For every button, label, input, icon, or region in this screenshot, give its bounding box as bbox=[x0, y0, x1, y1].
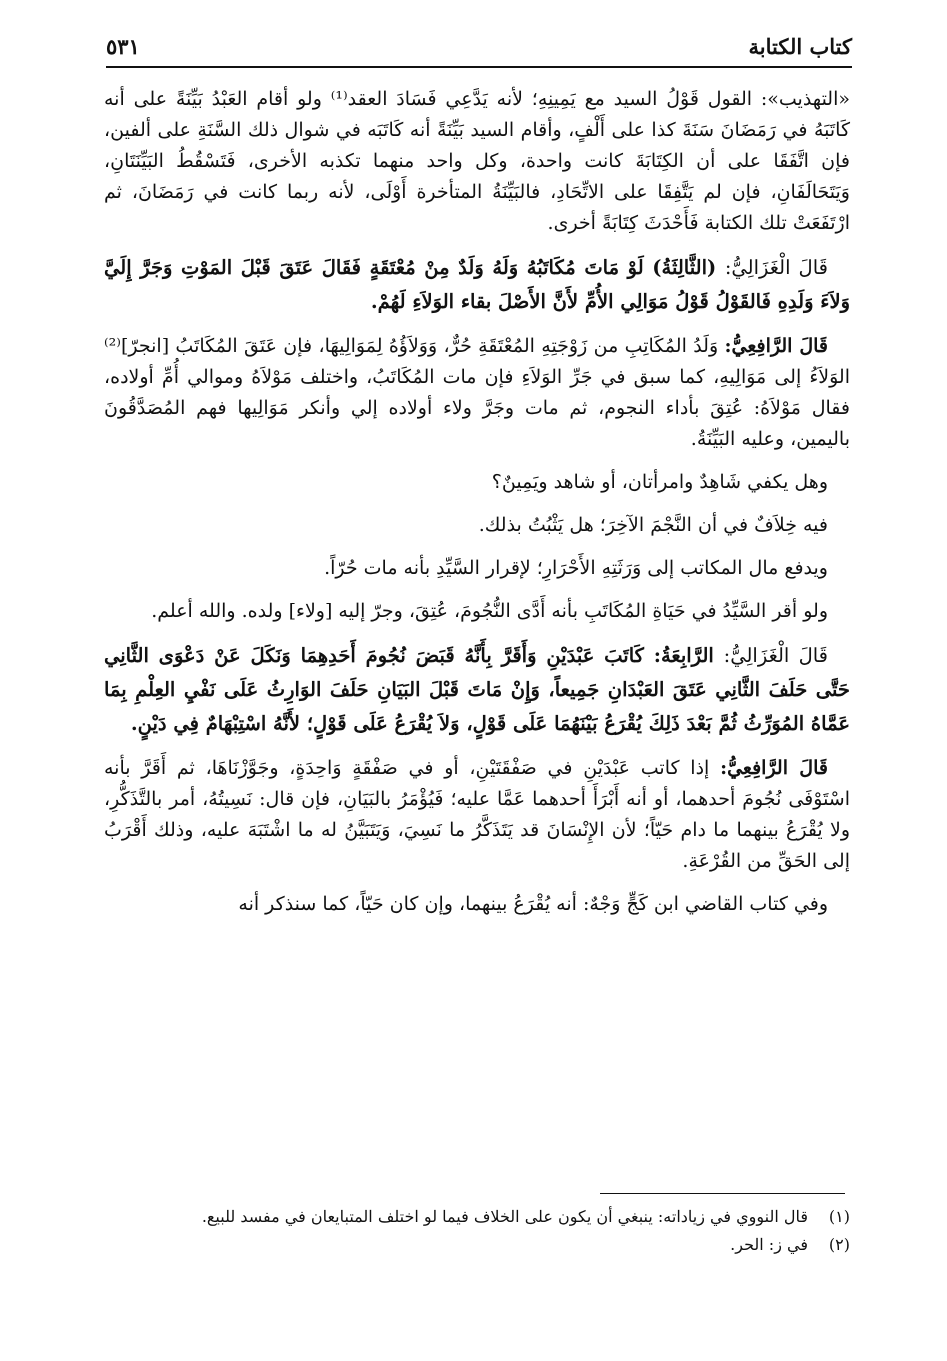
ghazali-paragraph-third bbox=[104, 251, 850, 319]
speaker-label: قَالَ الرَّافِعِيُّ: bbox=[724, 335, 828, 357]
footnote-number: (١) bbox=[828, 1207, 850, 1226]
paragraph-inheritance bbox=[104, 553, 850, 584]
page-number: ٥٣١ bbox=[106, 34, 140, 59]
rafii-paragraph-fourth bbox=[104, 753, 850, 877]
paragraph-tahdhib bbox=[104, 84, 850, 239]
rafii-paragraph-third bbox=[104, 331, 850, 455]
main-text bbox=[104, 84, 850, 932]
paragraph-text: وَلَدُ المُكَاتِبِ من زَوْجَتِهِ المُعْتَقَةِ حُرٌّ، وَوَلاَؤُهُ لِمَوَالِيهَا، فإن عَتَقَ المُكَاتَبُ [انجرّ]⁽²⁾ الوَلاَءُ إلى مَوَالِيهِ، كما سبق في جَرِّ الوَلاَءِ فإن مات المُكَاتَبُ، واختلف مَوْلاَهُ وموالي أُمِّ أولاده، فقال مَوْلاَهُ: عُتِقَ بأداء النجوم، ثم مات وجَرَّ ولاء أولاده إلي وأنكر مَوَالِيها فهم المُصَدَّقُونَ باليمين، وعليه البَيِّنَةُ. bbox=[104, 335, 850, 450]
footnote-2 bbox=[104, 1231, 850, 1259]
footnote-text: في ز: الحر. bbox=[730, 1235, 808, 1254]
footnote-number: (٢) bbox=[828, 1235, 850, 1254]
paragraph-acknowledgement bbox=[104, 596, 850, 627]
paragraph-text: إذا كاتب عَبْدَيْنِ في صَفْقَتَيْنِ، أو في صَفْقَةٍ وَاحِدَةٍ، وجَوَّزْنَاهَا، ثم أَقَرَّ بأنه اسْتَوْفَى نُجُومَ أحدهما، أو أنه أَبْرَأَ أحدهما عَمَّا عليه؛ فَيُؤْمَرُ بالبَيَانِ، فإن قال: نَسِيتُهُ، أمر بالتَّذَكُّرِ، ولا يُقْرَعُ بينهما ما دام حَيّاً؛ لأن الإِنْسَانَ قد يَتَذَكَّرُ ما نَسِيَ، وَيَتَبَيَّنُ له ما اشْتَبَهَ عليه، وذلك أَقْرَبُ إلى الحَقِّ من القُرْعَةِ. bbox=[104, 757, 850, 872]
paragraph-text: «التهذيب»: القول قَوْلُ السيد مع يَمِينِهِ؛ لأنه يَدَّعِي فَسَادَ العقد⁽¹⁾ ولو أقام العَبْدُ بَيِّنَةً على أنه كَاتَبَهُ في رَمَضَانَ سَنَةَ كذا على أَلْفٍ، وأقام السيد بَيِّنَةً أنه كَاتَبَه في شوال ذلك السَّنَةِ على ألفين، فإن اتَّفَقَا على أن الكِتَابَةَ كانت واحدة، وكل واحد منهما تكذبه الأخرى، فَتَسْقُطُ البَيِّنَتَانِ، وَيَتَحَالَفَانِ، فإن لم يَتَّفِقَا على الاتِّحَادِ، فالبَيِّنَةُ المتأخرة أَوْلَى، لأنه ربما كانت في رَمَضَانَ، ثم ارْتَفَعَتْ تلك الكتابة فَأَحْدَثَ كِتَابَةً أخرى. bbox=[104, 88, 851, 234]
speaker-label: قَالَ الْغَزَالِيُّ: bbox=[724, 256, 828, 279]
speaker-label: قَالَ الرَّافِعِيُّ: bbox=[720, 757, 828, 779]
paragraph-text: وفي كتاب القاضي ابن كَجٍّ وَجْهٌ: أنه يُقْرَعُ بينهما، وإن كان حَيّاً، كما سنذكر أنه bbox=[238, 893, 828, 915]
paragraph-ibn-kajj bbox=[104, 889, 850, 920]
paragraph-text: ويدفع مال المكاتب إلى وَرَثَتِهِ الأَحْرَارِ؛ لإقرار السَّيِّدِ بأنه مات حُرّاً. bbox=[324, 557, 828, 579]
footnote-divider bbox=[600, 1193, 845, 1194]
paragraph-text: وهل يكفي شَاهِدٌ وامرأتان، أو شاهد ويَمِينٌ؟ bbox=[491, 471, 828, 493]
header-divider bbox=[106, 66, 852, 68]
paragraph-witness-question bbox=[104, 467, 850, 498]
paragraph-text: فيه خِلاَفٌ في أن النَّجْمَ الآخِرَ؛ هل يَثْبُتُ بذلك. bbox=[478, 514, 828, 536]
chapter-title: كتاب الكتابة bbox=[748, 34, 852, 59]
footnotes bbox=[104, 1203, 850, 1259]
running-header bbox=[106, 30, 852, 66]
footnote-1 bbox=[104, 1203, 850, 1231]
paragraph-text: (الثَّالِثَةُ) لَوْ مَاتَ مُكَاتَبُهُ وَلَهُ وَلَدٌ مِنْ مُعْتَقَةٍ فَقَالَ عَتَقَ قَبْلَ المَوْتِ وَجَرَّ إِلَيَّ وَلاَءَ وَلَدِهِ فَالقَوْلُ قَوْلُ مَوَالِي الأُمِّ لأَنَّ الأَصْلَ بقاء الوَلاَءِ لَهُمْ. bbox=[104, 256, 850, 313]
footnote-text: قال النووي في زياداته: ينبغي أن يكون على الخلاف فيما لو اختلف المتبايعان في مفسد للبيع. bbox=[201, 1207, 808, 1226]
speaker-label: قَالَ الْغَزَالِيُّ: bbox=[723, 644, 829, 667]
paragraph-dispute bbox=[104, 510, 850, 541]
paragraph-text: الرَّابِعَةُ: كَاتَبَ عَبْدَيْنِ وَأَقَرَّ بِأَنَّهُ قَبَضَ نُجُومَ أَحَدِهِمَا وَنَكَلَ عَنْ دَعْوَى الثَّانِي حَتَّى حَلَفَ الثَّانِي عَتَقَ العَبْدَانِ جَمِيعاً، وَإِنْ مَاتَ قَبْلَ البَيَانِ حَلَفَ الوَارِثُ عَلَى نَفْيِ العِلْمِ بِمَا عَمَّاهُ المُوَرِّثُ ثُمَّ بَعْدَ ذَلِكَ يُقْرَعُ بَيْنَهُمَا عَلَى قَوْلٍ، وَلاَ يُقْرَعُ عَلَى قَوْلٍ؛ لأَنَّهُ اسْتِبْهَامٌ فِي دَيْنٍ. bbox=[104, 644, 850, 735]
paragraph-text: ولو أقر السَّيِّدُ في حَيَاةِ المُكَاتَبِ بأنه أَدَّى النُّجُومَ، عُتِقَ، وجرّ إليه [ولاء] ولده. والله أعلم. bbox=[151, 600, 828, 622]
ghazali-paragraph-fourth bbox=[104, 639, 850, 741]
